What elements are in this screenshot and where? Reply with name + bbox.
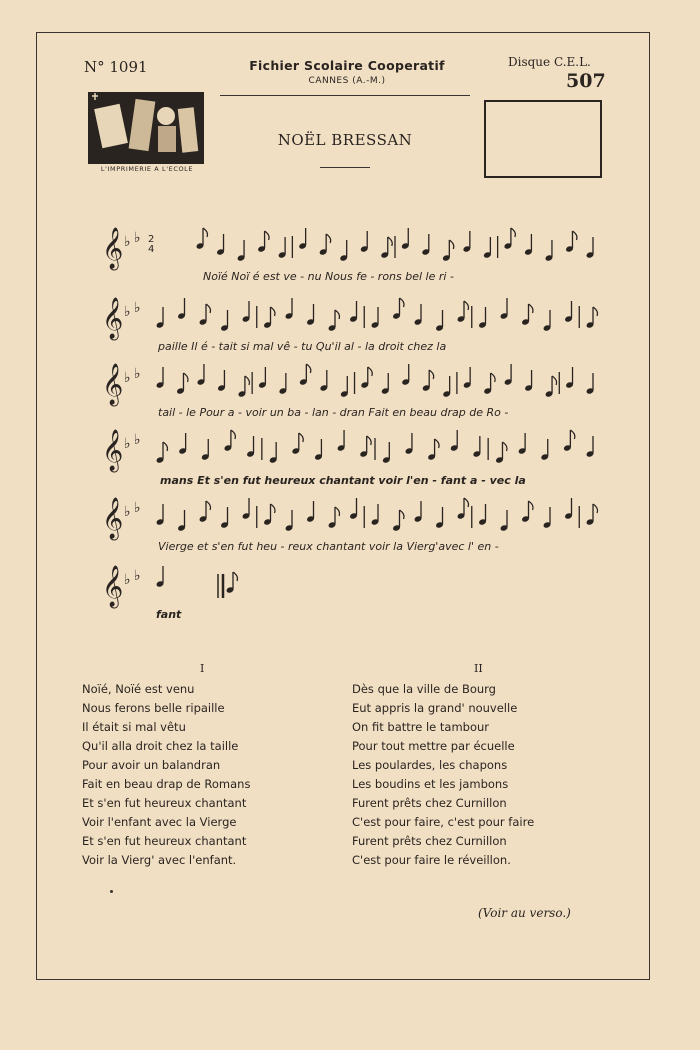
note-flag (265, 231, 270, 240)
treble-clef-icon: 𝄞 (102, 298, 124, 339)
verse-line: Noïé, Noïé est venu (82, 682, 195, 696)
publisher-title: Fichier Scolaire Cooperatif (249, 58, 445, 73)
note-flag (552, 376, 557, 385)
verse-line: Pour avoir un balandran (82, 758, 221, 772)
note-flag (233, 572, 238, 581)
flat-icon: ♭ (124, 234, 131, 250)
disque-label: Disque C.E.L. (508, 55, 591, 69)
flat-icon: ♭ (134, 230, 141, 246)
verse-line: Il était si mal vêtu (82, 720, 186, 734)
note-flag (335, 507, 340, 516)
note-flag (464, 498, 469, 507)
note-flag (572, 231, 577, 240)
note-flag (203, 228, 208, 237)
verse-line: Fait en beau drap de Romans (82, 777, 251, 791)
flat-icon: ♭ (134, 300, 141, 316)
note-flag (502, 442, 507, 451)
note-flag (400, 298, 405, 307)
note-flag (163, 442, 168, 451)
verse-line: Les poulardes, les chapons (352, 758, 508, 772)
verse-1 (82, 680, 250, 870)
note-flag (245, 376, 250, 385)
note-flag (464, 301, 469, 310)
note-flag (206, 304, 211, 313)
note-flag (306, 364, 311, 373)
verse-2 (352, 680, 534, 870)
flat-icon: ♭ (134, 568, 141, 584)
lyric-line-1: Noïé Noï é est ve - nu Nous fe - rons bel le ri - (203, 270, 454, 283)
note-flag (449, 240, 454, 249)
note-flag (529, 304, 534, 313)
note-flag (299, 433, 304, 442)
note-flag (429, 370, 434, 379)
publisher-location: CANNES (A.-M.) (308, 76, 386, 86)
note-flag (271, 307, 276, 316)
note-flag (511, 228, 516, 237)
verse-line: Les boudins et les jambons (352, 777, 509, 791)
lyric-line-4: mans Et s'en fut heureux chantant voir l'en - fant a - vec la (160, 474, 526, 487)
page-dot (110, 890, 113, 893)
note-flag (491, 373, 496, 382)
note-flag (231, 430, 236, 439)
flat-icon: ♭ (124, 572, 131, 588)
note-flag (368, 367, 373, 376)
note-flag (183, 373, 188, 382)
verse-line: Dès que la ville de Bourg (352, 682, 496, 696)
note-flag (570, 430, 575, 439)
note-flag (367, 436, 372, 445)
note-flag (326, 234, 331, 243)
verso-note: (Voir au verso.) (478, 906, 571, 920)
note-flag (593, 504, 598, 513)
treble-clef-icon: 𝄞 (102, 566, 124, 607)
verse-number-1: I (200, 662, 205, 675)
note-flag (400, 510, 405, 519)
time-signature-bottom: 4 (148, 244, 155, 255)
flat-icon: ♭ (134, 500, 141, 516)
flat-icon: ♭ (134, 432, 141, 448)
flat-icon: ♭ (124, 504, 131, 520)
verse-line: Et s'en fut heureux chantant (82, 834, 247, 848)
verse-line: C'est pour faire, c'est pour faire (352, 815, 535, 829)
note-flag (388, 237, 393, 246)
song-title: NOËL BRESSAN (277, 131, 413, 149)
flat-icon: ♭ (124, 304, 131, 320)
verse-line: On fit battre le tambour (352, 720, 490, 734)
verse-line: Voir la Vierg' avec l'enfant. (82, 853, 237, 867)
note-flag (335, 310, 340, 319)
lyric-line-6: fant (156, 608, 182, 621)
note-flag (435, 439, 440, 448)
lyric-line-2: paille Il é - tait si mal vê - tu Qu'il al - la droit chez la (158, 340, 447, 353)
treble-clef-icon: 𝄞 (102, 498, 124, 539)
verse-line: Et s'en fut heureux chantant (82, 796, 247, 810)
flat-icon: ♭ (134, 366, 141, 382)
verse-line: Furent prêts chez Curnillon (352, 796, 507, 810)
note-flag (529, 501, 534, 510)
verse-line: Voir l'enfant avec la Vierge (82, 815, 237, 829)
flat-icon: ♭ (124, 436, 131, 452)
note-flag (593, 307, 598, 316)
treble-clef-icon: 𝄞 (102, 364, 124, 405)
verse-line: Nous ferons belle ripaille (82, 701, 225, 715)
verse-line: Pour tout mettre par écuelle (352, 739, 515, 753)
time-signature-top: 2 (148, 234, 155, 245)
note-flag (271, 504, 276, 513)
lyric-line-3: tail - le Pour a - voir un ba - lan - dran Fait en beau drap de Ro - (158, 406, 509, 419)
note-flag (206, 501, 211, 510)
disque-number: 507 (566, 70, 606, 92)
flat-icon: ♭ (124, 370, 131, 386)
sheet-number: N° 1091 (84, 58, 148, 76)
treble-clef-icon: 𝄞 (102, 228, 124, 269)
treble-clef-icon: 𝄞 (102, 430, 124, 471)
logo-caption: L'IMPRIMERIE A L'ECOLE (100, 165, 194, 173)
verse-line: Qu'il alla droit chez la taille (82, 739, 239, 753)
verse-line: C'est pour faire le réveillon. (352, 853, 511, 867)
verse-line: Furent prêts chez Curnillon (352, 834, 507, 848)
verse-line: Eut appris la grand' nouvelle (352, 701, 518, 715)
verse-number-2: II (474, 662, 483, 675)
lyric-line-5: Vierge et s'en fut heu - reux chantant voir la Vierg'avec l' en - (158, 540, 499, 553)
